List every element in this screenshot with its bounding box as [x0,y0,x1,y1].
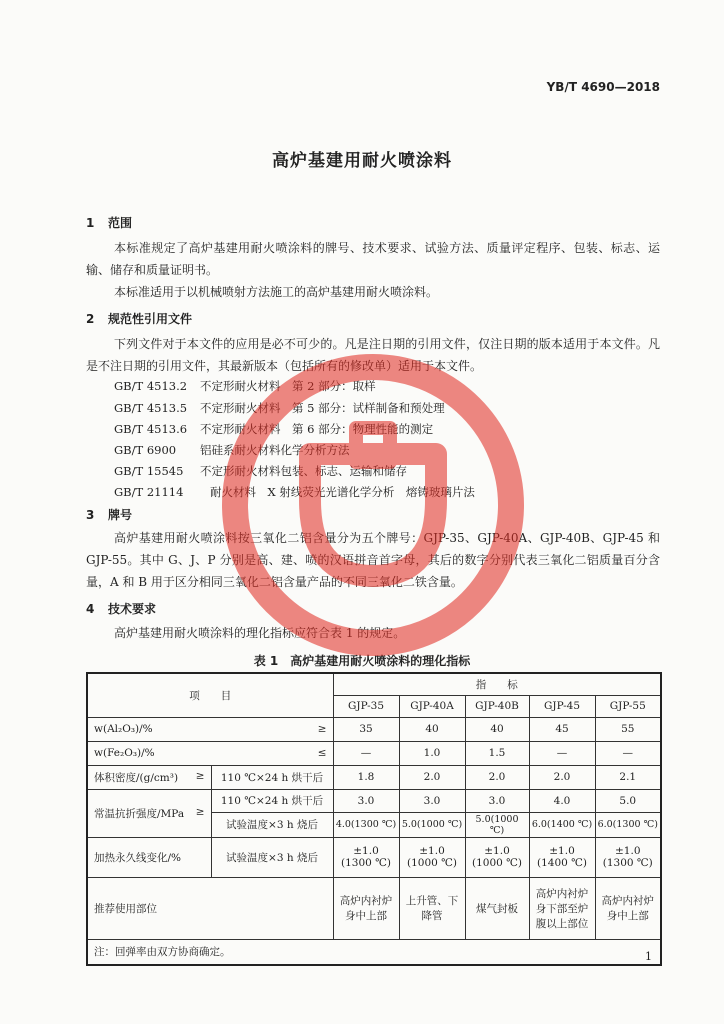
document-title: 高炉基建用耐火喷涂料 [272,151,452,171]
table-cell [529,837,595,877]
comparison-mark: ≥ [195,805,205,818]
reference-item [114,400,445,416]
condition-cell: 110 ℃×24 h 烘干后 [211,765,333,789]
reference-title: 不定形耐火材料 第 6 部分：物理性能的测定 [200,422,434,436]
section-title: 技术要求 [108,602,157,616]
table-cell: 40 [399,717,465,741]
section-1-paragraph-2: 本标准适用于以机械喷射方法施工的高炉基建用耐火喷涂料。 [114,285,439,299]
section-4-paragraph-1: 高炉基建用耐火喷涂料的理化指标应符合表 1 的规定。 [114,626,406,640]
table-cell: 6.0(1400 ℃) [529,812,595,837]
reference-code: GB/T 4513.5 [114,401,188,415]
row-label-text: 体积密度/(g/cm³) [94,771,179,784]
table-cell: 5.0(1000 ℃) [399,812,465,837]
table-cell: 1.8 [333,765,399,789]
value-text: ±1.0 [549,845,575,857]
reference-item [114,484,475,500]
comparison-mark: ≥ [195,769,205,782]
reference-item [114,378,376,394]
section-1-paragraph-1: 本标准规定了高炉基建用耐火喷涂料的牌号、技术要求、试验方法、质量评定程序、包装、标志、运输、储存和质量证明书。 [86,241,660,277]
properties-table [86,672,662,966]
comparison-mark: ≤ [317,747,327,759]
value-text: ±1.0 [484,845,510,857]
table-cell: — [333,741,399,765]
temperature-text: (1400 ℃) [537,857,587,869]
table-cell: 高炉内衬炉身中上部 [595,877,661,939]
table-cell: — [595,741,661,765]
grade-header: GJP-35 [333,695,399,717]
row-label: 推荐使用部位 [87,877,333,939]
table-cell: 2.1 [595,765,661,789]
table-cell: 6.0(1300 ℃) [595,812,661,837]
reference-item [114,463,407,479]
table-cell: 5.0(1000 ℃) [465,812,529,837]
reference-title: 不定形耐火材料 第 5 部分：试样制备和预处理 [200,401,445,415]
section-3-heading [86,506,132,523]
table-cell: 高炉内衬炉身下部至炉腹以上部位 [529,877,595,939]
watermark-stamp-icon [218,350,528,660]
table-cell: 5.0 [595,789,661,812]
reference-code: GB/T 4513.2 [114,379,188,393]
table-row [87,789,661,812]
grade-header: GJP-45 [529,695,595,717]
table-cell: 3.0 [399,789,465,812]
table-row [87,765,661,789]
table-cell: 2.0 [529,765,595,789]
reference-title: 不定形耐火材料包装、标志、运输和储存 [200,464,407,478]
table-cell: — [529,741,595,765]
value-text: ±1.0 [419,845,445,857]
row-label: 加热永久线变化/% [87,837,211,877]
reference-code: GB/T 21114 [114,485,184,499]
index-header: 指 标 [333,673,661,695]
table-cell: 45 [529,717,595,741]
table-cell: 40 [465,717,529,741]
table-caption: 表 1 高炉基建用耐火喷涂料的理化指标 [253,654,471,668]
table-cell [333,837,399,877]
item-header: 项 目 [87,673,333,717]
section-number: 1 [86,216,95,230]
section-3-paragraph-1: 高炉基建用耐火喷涂料按三氧化二铝含量分为五个牌号：GJP-35、GJP-40A、GJP-40B、GJP-45 和 GJP-55。其中 G、J、P 分别是高、建、喷的汉语拼音首字母，其后的数字分别代表三氧化二铝质量百分含量，A 和 B 用于区分相同三氧化二铝含量产品的不同三氧化二铁含量。 [86,531,660,589]
table-cell: 35 [333,717,399,741]
table-cell: 55 [595,717,661,741]
table-cell: 2.0 [465,765,529,789]
table-cell [465,837,529,877]
temperature-text: (1000 ℃) [407,857,457,869]
standard-code: YB/T 4690—2018 [546,80,660,94]
table-row [87,717,661,741]
reference-code: GB/T 15545 [114,464,184,478]
temperature-text: (1300 ℃) [602,857,653,869]
table-cell [399,837,465,877]
table-cell [595,837,661,877]
table-cell: 1.0 [399,741,465,765]
reference-code: GB/T 4513.6 [114,422,188,436]
table-row [87,837,661,877]
row-label [87,765,211,789]
table-cell: 煤气封板 [465,877,529,939]
row-label-text: w(Fe₂O₃)/% [94,747,155,759]
reference-item [114,442,350,458]
section-number: 3 [86,508,95,522]
temperature-text: (1300 ℃) [341,857,391,869]
reference-item [114,421,433,437]
table-cell: 1.5 [465,741,529,765]
value-text: ±1.0 [615,845,641,857]
page-number: 1 [645,950,652,963]
condition-cell: 110 ℃×24 h 烘干后 [211,789,333,812]
section-number: 4 [86,602,95,616]
table-cell: 高炉内衬炉身中上部 [333,877,399,939]
table-cell: 3.0 [333,789,399,812]
temperature-text: (1000 ℃) [472,857,522,869]
section-4-heading [86,600,156,617]
row-label-text: w(Al₂O₃)/% [94,723,153,735]
section-title: 规范性引用文件 [108,312,193,326]
grade-header: GJP-40A [399,695,465,717]
section-1-heading [86,214,132,231]
section-title: 范围 [108,216,133,230]
table-cell: 4.0(1300 ℃) [333,812,399,837]
section-2-paragraph-1: 下列文件对于本文件的应用是必不可少的。凡是注日期的引用文件，仅注日期的版本适用于本文件。凡是不注日期的引用文件，其最新版本（包括所有的修改单）适用于本文件。 [86,337,660,373]
section-2-heading [86,310,192,327]
reference-title: 不定形耐火材料 第 2 部分：取样 [200,379,376,393]
value-text: ±1.0 [353,845,379,857]
condition-cell: 试验温度×3 h 烧后 [211,812,333,837]
row-label [87,741,333,765]
section-number: 2 [86,312,95,326]
section-title: 牌号 [108,508,133,522]
reference-code: GB/T 6900 [114,443,177,457]
table-cell: 4.0 [529,789,595,812]
reference-title: 耐火材料 X 射线荧光光谱化学分析 熔铸玻璃片法 [210,485,475,499]
row-label-text: 常温抗折强度/MPa [94,807,185,820]
reference-title: 铝硅系耐火材料化学分析方法 [200,443,350,457]
table-cell: 2.0 [399,765,465,789]
row-label [87,789,211,837]
row-label [87,717,333,741]
table-note: 注：回弹率由双方协商确定。 [87,939,661,965]
table-header-row [87,673,661,695]
grade-header: GJP-40B [465,695,529,717]
condition-cell: 试验温度×3 h 烧后 [211,837,333,877]
table-note-row [87,939,661,965]
table-row [87,877,661,939]
table-row [87,741,661,765]
comparison-mark: ≥ [317,723,327,735]
table-cell: 上升管、下降管 [399,877,465,939]
grade-header: GJP-55 [595,695,661,717]
table-cell: 3.0 [465,789,529,812]
